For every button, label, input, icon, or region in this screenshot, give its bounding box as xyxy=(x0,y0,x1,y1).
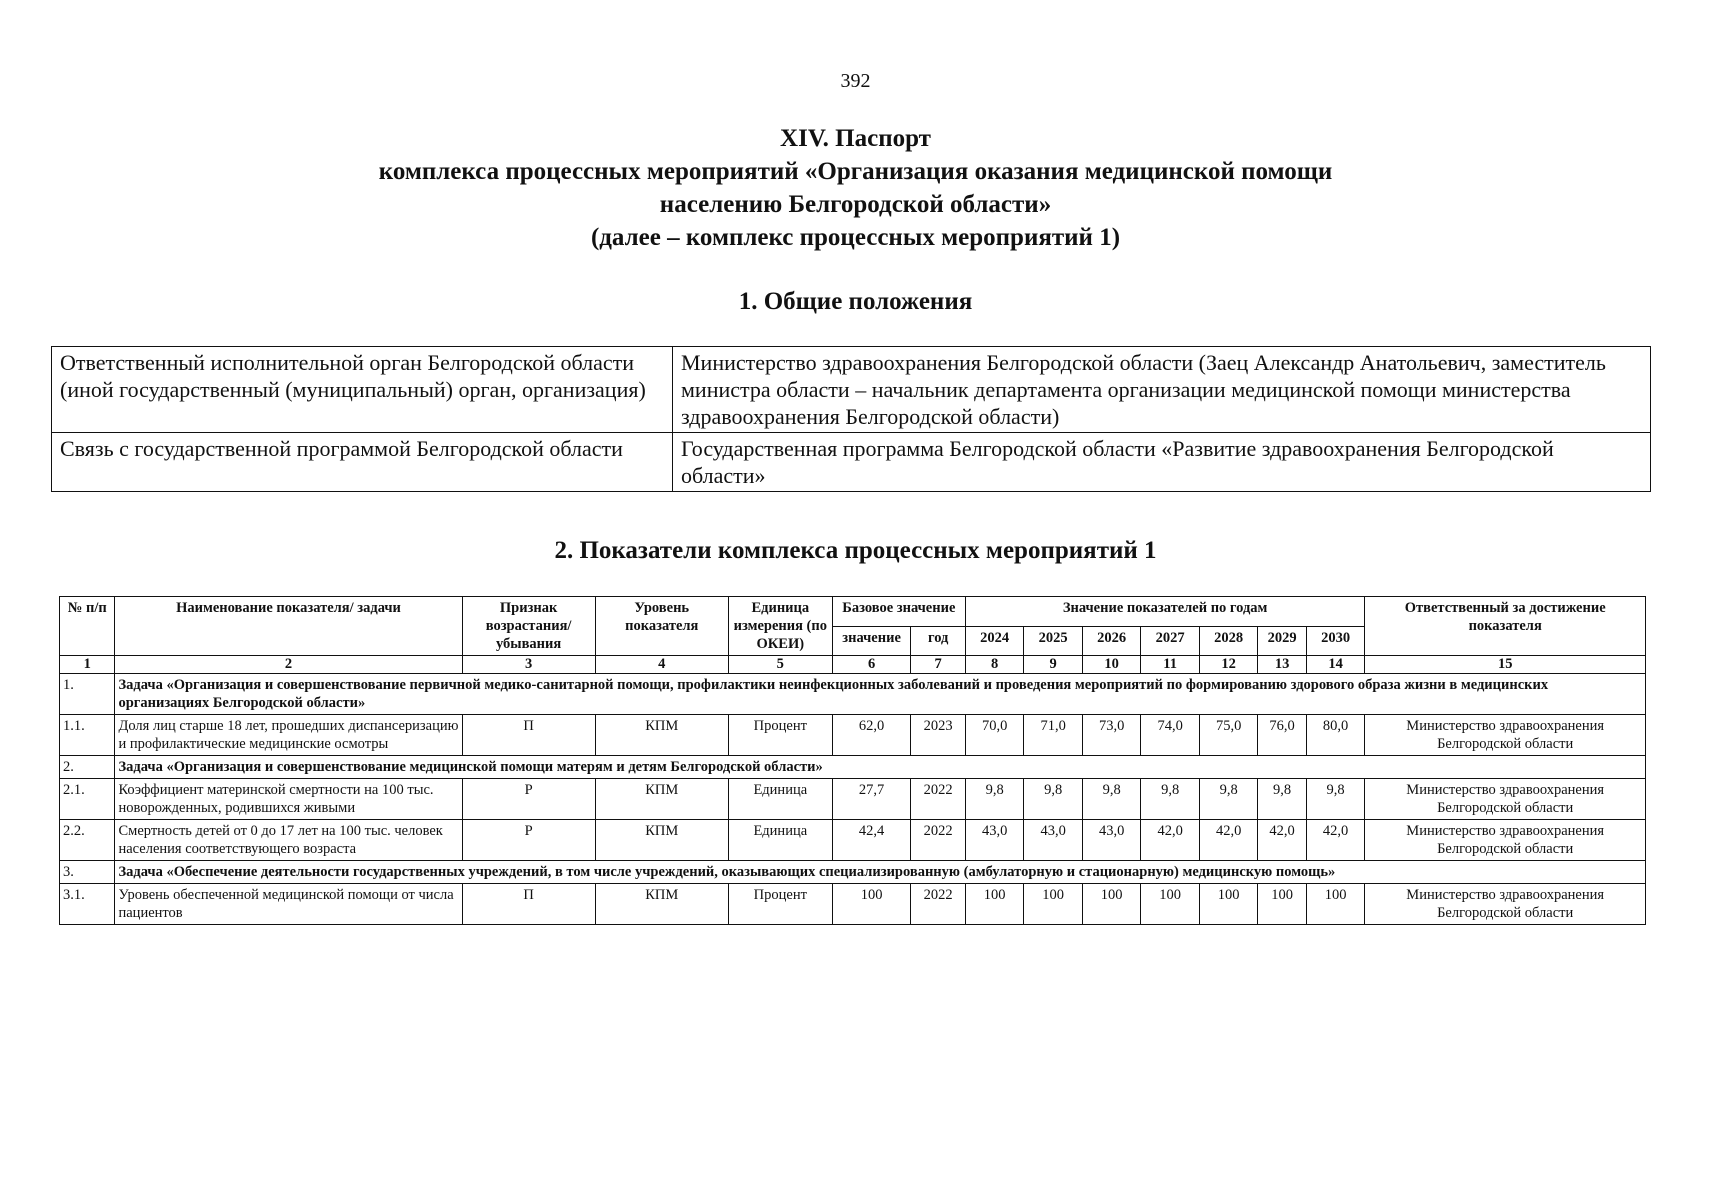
indicator-level: КПМ xyxy=(595,820,728,861)
indicator-number: 1.1. xyxy=(60,715,115,756)
task-row xyxy=(60,861,1646,884)
table-row xyxy=(52,347,1651,433)
task-title: Задача «Обеспечение деятельности государственных учреждений, в том числе учреждений, оказывающих специализированную (амбулаторную и стационарную) медицинскую помощь» xyxy=(115,861,1646,884)
general-provisions-table xyxy=(51,346,1651,492)
title-line-2: комплекса процессных мероприятий «Организация оказания медицинской помощи xyxy=(378,158,1333,185)
indicator-year-value: 80,0 xyxy=(1306,715,1365,756)
indicator-base-value: 100 xyxy=(832,884,911,925)
indicator-year-value: 100 xyxy=(1024,884,1083,925)
indicator-year-value: 100 xyxy=(1258,884,1306,925)
indicator-number: 2.2. xyxy=(60,820,115,861)
indicator-year-value: 100 xyxy=(1199,884,1258,925)
indicator-year-value: 100 xyxy=(1082,884,1141,925)
indicator-row xyxy=(60,779,1646,820)
indicator-level: КПМ xyxy=(595,779,728,820)
header-year: 2029 xyxy=(1258,626,1306,656)
row-label: Ответственный исполнительной орган Белгородской области (иной государственный (муниципальный) орган, организация) xyxy=(52,347,673,433)
indicator-level: КПМ xyxy=(595,884,728,925)
column-number: 9 xyxy=(1024,656,1083,674)
header-row xyxy=(60,597,1646,627)
indicator-responsible: Министерство здравоохранения Белгородской области xyxy=(1365,884,1646,925)
indicator-number: 3.1. xyxy=(60,884,115,925)
indicator-base-year: 2022 xyxy=(911,884,965,925)
indicator-unit: Процент xyxy=(728,715,832,756)
header-year: 2030 xyxy=(1306,626,1365,656)
indicators-table xyxy=(59,596,1646,925)
table-row xyxy=(52,433,1651,492)
indicator-row xyxy=(60,820,1646,861)
indicator-year-value: 9,8 xyxy=(1306,779,1365,820)
indicator-year-value: 76,0 xyxy=(1258,715,1306,756)
column-number: 10 xyxy=(1082,656,1141,674)
indicator-base-year: 2022 xyxy=(911,779,965,820)
section1-heading: 1. Общие положения xyxy=(738,288,973,315)
indicator-year-value: 9,8 xyxy=(1258,779,1306,820)
section2-heading: 2. Показатели комплекса процессных мероприятий 1 xyxy=(554,537,1157,564)
task-title: Задача «Организация и совершенствование медицинской помощи матерям и детям Белгородской области» xyxy=(115,756,1646,779)
indicator-year-value: 73,0 xyxy=(1082,715,1141,756)
indicator-name: Доля лиц старше 18 лет, прошедших диспансеризацию и профилактические медицинские осмотры xyxy=(115,715,462,756)
indicator-year-value: 9,8 xyxy=(1082,779,1141,820)
indicator-row xyxy=(60,715,1646,756)
header-trend: Признак возрастания/ убывания xyxy=(462,597,595,656)
header-unit: Единица измерения (по ОКЕИ) xyxy=(728,597,832,656)
indicator-trend: П xyxy=(462,884,595,925)
indicator-base-year: 2022 xyxy=(911,820,965,861)
indicator-year-value: 9,8 xyxy=(1199,779,1258,820)
indicator-year-value: 74,0 xyxy=(1141,715,1200,756)
document-title xyxy=(0,122,1711,254)
column-numbers-row xyxy=(60,656,1646,674)
column-number: 15 xyxy=(1365,656,1646,674)
title-line-1: XIV. Паспорт xyxy=(780,125,931,152)
column-number: 11 xyxy=(1141,656,1200,674)
row-value: Государственная программа Белгородской области «Развитие здравоохранения Белгородской области» xyxy=(673,433,1651,492)
column-number: 3 xyxy=(462,656,595,674)
column-number: 7 xyxy=(911,656,965,674)
indicator-number: 2.1. xyxy=(60,779,115,820)
row-label: Связь с государственной программой Белгородской области xyxy=(52,433,673,492)
indicator-year-value: 9,8 xyxy=(1141,779,1200,820)
indicator-responsible: Министерство здравоохранения Белгородской области xyxy=(1365,779,1646,820)
header-name: Наименование показателя/ задачи xyxy=(115,597,462,656)
header-year: 2026 xyxy=(1082,626,1141,656)
task-title: Задача «Организация и совершенствование первичной медико-санитарной помощи, профилактики неинфекционных заболеваний и проведения мероприятий по формированию здорового образа жизни в медицинских организациях Белгородской области» xyxy=(115,674,1646,715)
indicator-responsible: Министерство здравоохранения Белгородской области xyxy=(1365,820,1646,861)
indicator-trend: Р xyxy=(462,779,595,820)
indicator-year-value: 9,8 xyxy=(1024,779,1083,820)
header-year: 2024 xyxy=(965,626,1024,656)
header-year: 2025 xyxy=(1024,626,1083,656)
indicator-year-value: 71,0 xyxy=(1024,715,1083,756)
task-row xyxy=(60,674,1646,715)
indicator-name: Смертность детей от 0 до 17 лет на 100 тыс. человек населения соответствующего возраста xyxy=(115,820,462,861)
header-responsible: Ответственный за достижение показателя xyxy=(1365,597,1646,656)
indicator-year-value: 42,0 xyxy=(1258,820,1306,861)
indicator-row xyxy=(60,884,1646,925)
indicator-base-value: 62,0 xyxy=(832,715,911,756)
column-number: 1 xyxy=(60,656,115,674)
column-number: 5 xyxy=(728,656,832,674)
column-number: 14 xyxy=(1306,656,1365,674)
indicator-year-value: 43,0 xyxy=(1082,820,1141,861)
indicator-base-value: 42,4 xyxy=(832,820,911,861)
indicator-year-value: 43,0 xyxy=(1024,820,1083,861)
indicator-base-year: 2023 xyxy=(911,715,965,756)
task-number: 2. xyxy=(60,756,115,779)
indicator-trend: Р xyxy=(462,820,595,861)
indicator-responsible: Министерство здравоохранения Белгородской области xyxy=(1365,715,1646,756)
indicator-year-value: 42,0 xyxy=(1141,820,1200,861)
header-base: Базовое значение xyxy=(832,597,965,627)
indicator-base-value: 27,7 xyxy=(832,779,911,820)
indicator-unit: Процент xyxy=(728,884,832,925)
header-level: Уровень показателя xyxy=(595,597,728,656)
indicator-name: Коэффициент материнской смертности на 100 тыс. новорожденных, родившихся живыми xyxy=(115,779,462,820)
indicator-unit: Единица xyxy=(728,779,832,820)
title-line-4: (далее – комплекс процессных мероприятий 1) xyxy=(590,224,1121,251)
column-number: 13 xyxy=(1258,656,1306,674)
task-number: 1. xyxy=(60,674,115,715)
indicator-unit: Единица xyxy=(728,820,832,861)
column-number: 2 xyxy=(115,656,462,674)
indicator-year-value: 42,0 xyxy=(1306,820,1365,861)
column-number: 6 xyxy=(832,656,911,674)
indicator-year-value: 75,0 xyxy=(1199,715,1258,756)
column-number: 8 xyxy=(965,656,1024,674)
indicator-year-value: 100 xyxy=(1306,884,1365,925)
header-year: 2027 xyxy=(1141,626,1200,656)
indicator-name: Уровень обеспеченной медицинской помощи от числа пациентов xyxy=(115,884,462,925)
header-num: № п/п xyxy=(60,597,115,656)
indicator-trend: П xyxy=(462,715,595,756)
header-year: 2028 xyxy=(1199,626,1258,656)
indicator-year-value: 43,0 xyxy=(965,820,1024,861)
column-number: 4 xyxy=(595,656,728,674)
task-row xyxy=(60,756,1646,779)
indicator-year-value: 100 xyxy=(1141,884,1200,925)
header-base-year: год xyxy=(911,626,965,656)
indicator-year-value: 100 xyxy=(965,884,1024,925)
indicator-year-value: 9,8 xyxy=(965,779,1024,820)
task-number: 3. xyxy=(60,861,115,884)
indicator-year-value: 70,0 xyxy=(965,715,1024,756)
column-number: 12 xyxy=(1199,656,1258,674)
title-line-3: населению Белгородской области» xyxy=(659,191,1052,218)
header-years-group: Значение показателей по годам xyxy=(965,597,1364,627)
header-base-value: значение xyxy=(832,626,911,656)
indicator-year-value: 42,0 xyxy=(1199,820,1258,861)
page-number: 392 xyxy=(840,70,871,92)
row-value: Министерство здравоохранения Белгородской области (Заец Александр Анатольевич, заместитель министра области – начальник департамента организации медицинской помощи министерства здравоохранения Белгородской области) xyxy=(673,347,1651,433)
indicator-level: КПМ xyxy=(595,715,728,756)
